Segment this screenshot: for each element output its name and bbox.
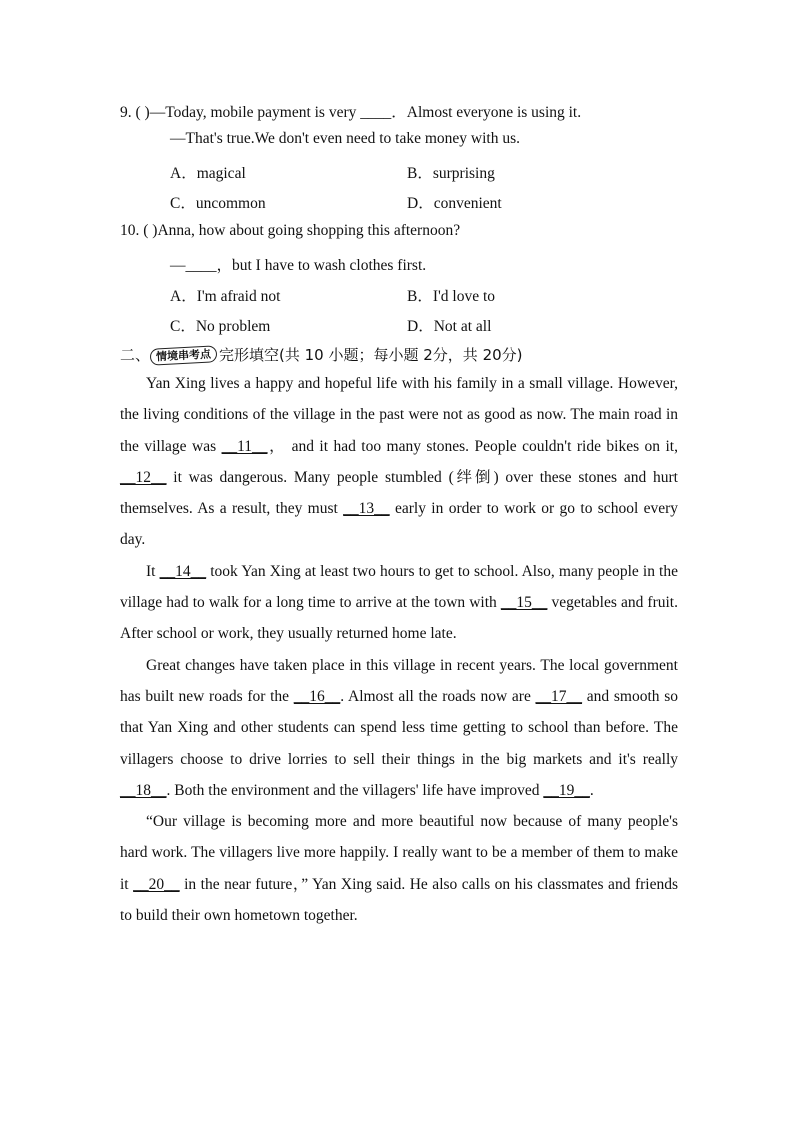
section-number: 二、 — [120, 346, 151, 364]
paragraph-2: It __14__ took Yan Xing at least two hours to get to school. Also, many people in the village had to walk for a long time to arrive at the town with __15__ vegetables and fruit. After school or work, they usually returned home late. — [120, 562, 678, 643]
blank-18: __18__ — [120, 781, 167, 799]
question-9-reply: —That's true.We don't even need to take money with us. — [170, 130, 520, 147]
question-10-stem: 10. ( )Anna, how about going shopping this afternoon? — [120, 222, 461, 239]
question-10-option-a: A．I'm afraid not — [170, 288, 281, 305]
blank-16: __16__ — [293, 687, 341, 705]
paragraph-3: Great changes have taken place in this village in recent years. The local government has built new roads for the __16__. Almost all the roads now are __17__ and smooth so that Yan Xing and other students can spend less time getting to school than before. The villagers choose to drive lorries to sell their things in the big markets and it's really __18__. Both the environment and the villagers' life have improved __19__. — [120, 656, 678, 799]
blank-11: __11__ — [221, 437, 268, 455]
blank-19: __19__ — [543, 781, 590, 799]
question-9-option-a: A．magical — [170, 165, 246, 182]
blank-15: __15__ — [500, 594, 548, 612]
question-9-stem: 9. ( )—Today, mobile payment is very ____．Almost everyone is using it. — [120, 104, 582, 121]
section-title: 完形填空(共 10 小题；每小题 2分，共 20分) — [219, 346, 523, 364]
blank-14: __14__ — [159, 562, 207, 580]
question-10-reply: —____，but I have to wash clothes first. — [170, 257, 427, 274]
paragraph-4: “Our village is becoming more and more beautiful now because of many people's hard work. The villagers live more happily. I really want to be a member of them to make it __20__ in the near future，” Yan Xing said. He also calls on his classmates and friends to build their own hometown together. — [120, 813, 678, 925]
cloze-passage — [120, 368, 678, 931]
section-heading — [120, 344, 523, 365]
blank-20: __20__ — [133, 875, 180, 893]
blank-12: __12__ — [120, 468, 167, 486]
question-10-option-c: C．No problem — [170, 318, 271, 335]
context-badge: 情境串考点 — [150, 345, 218, 365]
question-10-option-d: D．Not at all — [407, 318, 492, 335]
paragraph-1: Yan Xing lives a happy and hopeful life with his family in a small village. However, the living conditions of the village in the past were not as good as now. The main road in the village was __11__， and it had too many stones. People couldn't ride bikes on it, __12__ it was dangerous. Many people stumbled (绊倒) over these stones and hurt themselves. As a result, they must __13__ early in order to work or go to school every day. — [120, 375, 679, 549]
blank-13: __13__ — [343, 500, 390, 518]
question-9-option-d: D．convenient — [407, 195, 502, 212]
question-9-option-b: B．surprising — [407, 165, 495, 182]
question-10-option-b: B．I'd love to — [407, 288, 496, 305]
blank-17: __17__ — [535, 687, 583, 705]
question-9-option-c: C．uncommon — [170, 195, 266, 212]
